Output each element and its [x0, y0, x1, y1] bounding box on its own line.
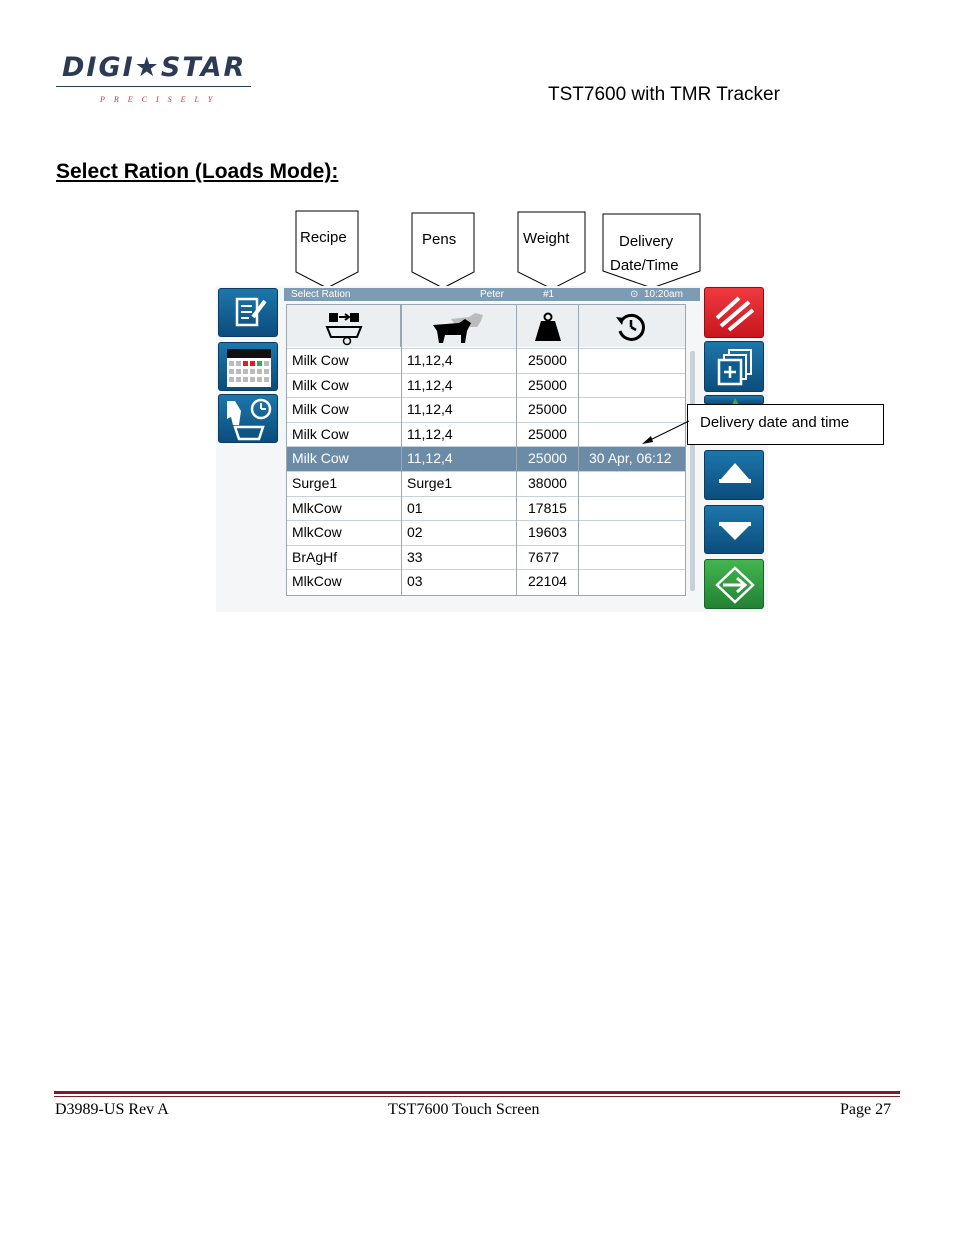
- schedule-grid-icon: [219, 343, 279, 392]
- cell-weight: 25000: [528, 425, 567, 442]
- cell-pens: 11,12,4: [407, 352, 453, 368]
- callout-weight-label: Weight: [523, 230, 570, 247]
- callout-recipe-label: Recipe: [300, 229, 347, 246]
- edit-icon: [219, 289, 279, 338]
- cell-recipe: MlkCow: [292, 499, 342, 516]
- cell-recipe: Milk Cow: [292, 450, 349, 467]
- cell-weight: 25000: [528, 450, 567, 467]
- cell-pens: 11,12,4: [407, 376, 453, 393]
- cell-recipe: Milk Cow: [292, 376, 349, 393]
- column-header-recipe[interactable]: [287, 305, 401, 347]
- column-divider: [516, 305, 517, 595]
- callout-pens-shape: [411, 212, 477, 290]
- cell-pens: 11,12,4: [407, 401, 453, 418]
- callout-delivery-label-1: Delivery: [619, 233, 674, 250]
- cell-recipe: Surge1: [292, 475, 338, 491]
- clear-icon: [705, 288, 765, 339]
- ration-table[interactable]: [286, 304, 686, 596]
- cell-pens: 01: [407, 499, 423, 516]
- table-row[interactable]: [287, 471, 685, 496]
- table-row[interactable]: [287, 446, 685, 471]
- add-copy-button[interactable]: [704, 341, 764, 392]
- logo-tagline: PRECISELY: [100, 95, 222, 104]
- cell-weight: 19603: [528, 524, 567, 541]
- weight-icon: [517, 305, 579, 347]
- callout-weight-shape: [517, 211, 587, 290]
- clock-history-icon: [579, 305, 685, 347]
- callout-recipe-shape: [295, 210, 361, 290]
- column-header-weight[interactable]: [517, 305, 579, 347]
- scroll-down-icon: [705, 506, 765, 555]
- callout-recipe: [295, 210, 361, 290]
- column-header-delivery[interactable]: [579, 305, 685, 347]
- callout-pens-label: Pens: [422, 231, 457, 248]
- footer-rule: [54, 1091, 900, 1094]
- cell-pens: Surge1: [407, 475, 453, 491]
- scroll-up-icon: [705, 451, 765, 501]
- screen-clock: 10:20am: [644, 289, 683, 300]
- cell-pens: 02: [407, 524, 423, 541]
- callout-weight: [517, 211, 587, 290]
- footer-page-number: Page 27: [840, 1101, 892, 1118]
- table-row[interactable]: [287, 422, 685, 447]
- table-row[interactable]: [287, 397, 685, 422]
- cell-recipe: MlkCow: [292, 573, 342, 590]
- mixer-wagon-icon: [287, 305, 401, 347]
- cell-recipe: Milk Cow: [292, 401, 349, 418]
- cell-pens: 11,12,4: [407, 425, 453, 442]
- table-row[interactable]: [287, 545, 685, 570]
- callout-delivery: [602, 213, 702, 290]
- footer-rule-thin: [54, 1096, 900, 1097]
- clear-button[interactable]: [704, 287, 764, 338]
- cell-recipe: BrAgHf: [292, 548, 338, 565]
- table-row[interactable]: [287, 373, 685, 398]
- cell-recipe: Milk Cow: [292, 352, 349, 368]
- column-divider: [401, 305, 402, 595]
- cell-recipe: Milk Cow: [292, 425, 349, 442]
- cell-pens: 03: [407, 573, 423, 590]
- schedule-button[interactable]: [218, 342, 278, 391]
- cow-timer-icon: [219, 395, 279, 444]
- callout-delivery-shape: [602, 213, 702, 290]
- table-row[interactable]: [287, 569, 685, 594]
- table-row[interactable]: [287, 496, 685, 521]
- cell-weight: 25000: [528, 376, 567, 393]
- cell-weight: 25000: [528, 401, 567, 418]
- cell-pens: 11,12,4: [407, 450, 453, 467]
- column-header-pens[interactable]: [401, 305, 517, 347]
- callout-delivery-note-label: Delivery date and time: [700, 414, 850, 431]
- footer-doc-title: TST7600 Touch Screen: [388, 1101, 540, 1118]
- scroll-down-button[interactable]: [704, 505, 764, 554]
- clock-icon: ⊙: [630, 289, 639, 300]
- cell-pens: 33: [407, 548, 423, 565]
- cell-weight: 25000: [528, 352, 567, 368]
- callout-delivery-note: [687, 404, 884, 445]
- document-title: TST7600 with TMR Tracker: [548, 84, 780, 105]
- column-divider: [578, 305, 579, 595]
- screen-title: Select Ration: [291, 289, 351, 300]
- operator-name: Peter: [480, 289, 504, 300]
- cell-delivery: 30 Apr, 06:12: [589, 450, 672, 467]
- enter-icon: [705, 560, 765, 610]
- footer-doc-id: D3989-US Rev A: [55, 1101, 169, 1118]
- logo: DIGI★STAR: [62, 52, 247, 83]
- cell-weight: 38000: [528, 475, 567, 491]
- logo-rule: [56, 86, 251, 87]
- load-number: #1: [543, 289, 555, 300]
- cell-weight: 17815: [528, 499, 567, 516]
- edit-button[interactable]: [218, 288, 278, 337]
- callout-arrow: [636, 418, 692, 448]
- callout-delivery-label-2: Date/Time: [610, 257, 679, 274]
- scroll-up-button[interactable]: [704, 450, 764, 500]
- screen-title-bar: [284, 288, 700, 301]
- table-row[interactable]: [287, 348, 685, 373]
- enter-button[interactable]: [704, 559, 764, 609]
- table-row[interactable]: [287, 520, 685, 545]
- section-heading: Select Ration (Loads Mode):: [56, 160, 339, 183]
- cell-recipe: MlkCow: [292, 524, 342, 541]
- add-copy-icon: [705, 342, 765, 393]
- cell-weight: 7677: [528, 548, 560, 565]
- cattle-icon: [401, 305, 517, 347]
- cell-weight: 22104: [528, 573, 567, 590]
- scrollbar[interactable]: [690, 351, 695, 591]
- callout-pens: [411, 212, 477, 290]
- cow-timer-button[interactable]: [218, 394, 278, 443]
